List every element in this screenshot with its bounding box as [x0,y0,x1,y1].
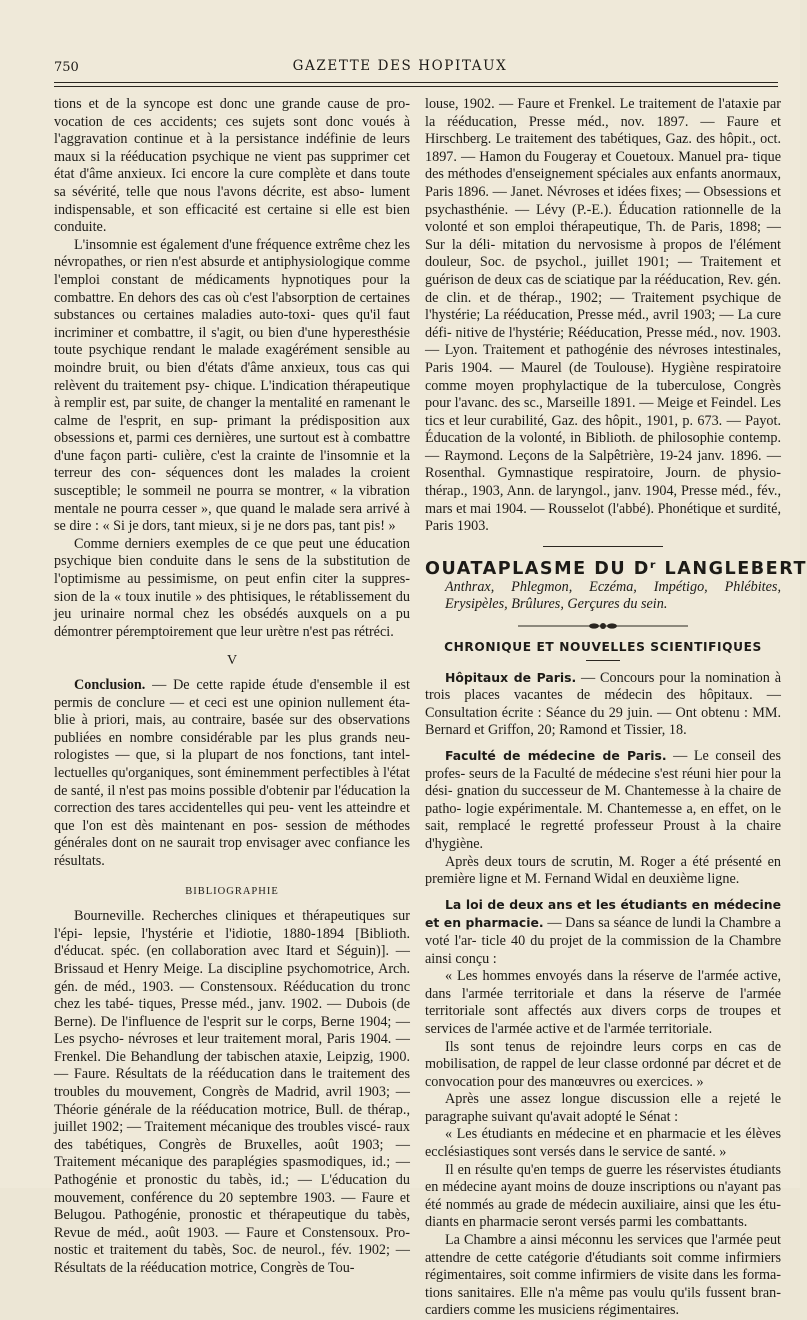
chronicle-rule [586,660,620,661]
left-column [54,96,410,1278]
section-number: V [226,653,238,669]
news-paragraph: Ils sont tenus de rejoindre leurs corps en cas de mobilisation, de rappel de leur classe ordonné par décret et de convocation pour des manœuvres ou exercices. » [425,1038,781,1090]
news-paragraph: « Les hommes envoyés dans la réserve de l'armée active, dans l'armée territoriale et dans la réserve de l'armée territoriale sont affectés aux divers corps de troupes et services de l'armée active et de l'armée territoriale. [425,968,781,1037]
news-paragraph: Il en résulte qu'en temps de guerre les réservistes étudiants en médecine ayant moins de douze inscriptions ou n'ayant pas été nommés au grade de médecin auxiliaire, ainsi que les étu- diants en pharmacie seront versés parmi les combattants. [425,1161,781,1231]
right-column [425,96,807,1320]
news-text: — Dans sa séance de lundi la Chambre a voté l'ar- ticle 40 du projet de la commission de la Chambre ainsi conçu : [425,915,781,967]
conclusion-paragraph [54,677,410,871]
news-heading: La loi de deux ans et les étudiants en médecine et en pharmacie. [425,896,781,931]
ornament-icon [518,622,688,630]
advert-title: OUATAPLASME DU Dʳ LANGLEBERT [425,558,807,579]
journal-title: GAZETTE DES HOPITAUX [292,58,508,74]
header-rule-double [54,86,778,87]
news-item [425,669,781,740]
header-rule [54,82,778,83]
ornament-divider [425,621,781,631]
news-heading: Faculté de médecine de Paris. [445,748,667,763]
news-paragraph: Après une assez longue discussion elle a rejeté le paragraphe suivant qu'avait adopté le Sénat : [425,1091,781,1125]
article-paragraph: L'insomnie est également d'une fréquence extrême chez les névropathes, or rien n'est absurde et antiphysiologique comme l'emploi constant de médicaments hypnotiques pour la combattre. En dehors des cas où c'est l'absorption de certaines substances ou certaines maladies auto-toxi- ques qu'il faut incriminer et combattre, il s'agit, ou bien d'une hyperesthésie toute psychique rendant le malade exagérément sensible au moindre bruit, ou bien d'états d'âme anxieux, tous cas qui relèvent du traitement psy- chique. L'indication thérapeutique à remplir est, par suite, de changer la mentalité en ramenant le calme de l'esprit, en sup- primant la prédisposition aux obsessions et, parmi ces dernières, une surtout est à combattre d'une façon parti- culière, c'est la crainte de l'insomnie et la terreur des con- séquences dont les malades la croient susceptible; le sommeil ne pourra se montrer, « la vibration mentale ne pourra cesser », que quand le malade sera arrivé à se dire : « Si je dors, tant mieux, si je ne dors pas, tant pis! » [54,236,410,535]
news-text: — Concours pour la nomination à trois places vacantes de médecin des hôpitaux. — Consultation écrite : Séance du 29 juin. — Ont obtenu : MM. Bernard et Griffon, 20; Ramond et Tissier, 18. [425,669,781,739]
page-number: 750 [54,60,79,75]
bibliography-continued: louse, 1902. — Faure et Frenkel. Le traitement de l'ataxie par la rééducation, Presse méd., nov. 1897. — Faure et Hirschberg. Le traitement des tabétiques, Gaz. des hôpit., oct. 1897. — Hamon du Fougeray et Couetoux. Manuel pra- tique des méthodes d'enseignement spéciales aux enfants anormaux, Paris 1896. — Janet. Névroses et idées fixes; — Obsessions et psychasthénie. — Lévy (P.-E.). Éducation rationnelle de la volonté et son emploi thérapeutique, Th. de Paris, 1898; — Sur la déli- mitation du nervosisme à propos de l'élément douleur, Soc. de psychol., juillet 1901; — Traitement et guérison de deux cas de sciatique par la rééducation, Rev. gén. de clin. et de thérap., 1902; — Traitement psychique de l'hystérie; La rééducation, Presse méd., avril 1903; — La cure défi- nitive de l'hystérie; Rééducation, Presse méd., nov. 1903. — Lyon. Traitement et pathogénie des névroses intestinales, Paris 1904. — Maurel (de Toulouse). Hygiène respiratoire comme moyen prophylactique de la tuberculose, Congrès pour l'avanc. des sc., Marseille 1891. — Meige et Feindel. Les tics et leur curabilité, Gaz. des hôpit., 1901, p. 673. — Payot. Éducation de la volonté, in Biblioth. de philosophie contemp. — Raymond. Leçons de la Salpêtrière, 19-24 janv. 1896. — Rosenthal. Gymnastique respiratoire, Journ. de physio- thérap., 1903, Ann. de laryngol., janv. 1904, Presse méd., fév., mars et mai 1904. — Rousselot (l'abbé). Phonétique et surdité, Paris 1903. [425,96,781,535]
news-paragraph: « Les étudiants en médecine et en pharmacie et les élèves ecclésiastiques sont versés dans le service de santé. » [425,1126,781,1161]
news-item [425,747,781,854]
bibliography-text: Bourneville. Recherches cliniques et thérapeutiques sur l'épi- lepsie, l'hystérie et l'idiotie, 1880-1894 [Biblioth. d'éducat. spéc. (en collaboration avec Itard et Séguin)]. — Brissaud et Henry Meige. La discipline psychomotrice, Arch. gén. de méd., 1903. — Constensoux. Rééducation du tronc chez les tabé- tiques, Presse méd., janv. 1902. — Dubois (de Berne). De l'influence de l'esprit sur le corps, Berne 1904; — Les psycho- névroses et leur traitement moral, Paris 1904. — Frenkel. Die Behandlung der tabischen ataxie, Leipzig, 1900. — Faure. Résultats de la rééducation dans le traitement des troubles du mouvement, Congrès de Madrid, avril 1903; — Théorie générale de la rééducation motrice, Bull. de thérap., juillet 1902; — Traitement mécanique des troubles viscé- raux des tabétiques, Congrès de Bruxelles, août 1903; — Traitement mécanique des paraplégies spasmodiques, id.; — Pathogénie et pronostic du tabès, id.; — L'éducation du mouvement, conférence du 20 septembre 1903. — Faure et Belugou. Pathogénie, pronostic et thérapeutique du tabès, Revue de méd., août 1903. — Faure et Constensoux. Pro- nostic et traitement du tabès, Soc. de neurol., fév. 1902; — Résultats de la rééducation motrice, Congrès de Tou- [54,908,410,1276]
news-paragraph: Après deux tours de scrutin, M. Roger a été présenté en première ligne et M. Fernand Widal en deuxième ligne. [425,853,781,888]
conclusion-label: Conclusion. [74,677,146,693]
article-paragraph: Comme derniers exemples de ce que peut une éducation psychique bien conduite dans le sens de la substitution de l'optimisme au pessimisme, on peut enfin citer la suppres- sion de la « toux inutile » des phtisiques, le rétablissement du jeu urinaire normal chez les obsédés auxquels on a pu démontrer péremptoirement que leur urètre n'est pas rétréci. [54,535,410,640]
separator-rule [543,546,663,547]
chronicle-title: CHRONIQUE ET NOUVELLES SCIENTIFIQUES [444,640,762,655]
bibliography-heading: BIBLIOGRAPHIE [185,885,279,897]
news-paragraph: La Chambre a ainsi méconnu les services que l'armée peut attendre de cette catégorie d'étudiants soit comme infirmiers régimentaires, soit comme infirmiers de visite dans les forma- tions sanitaires. Elle n'a même pas voulu qu'ils fussent bran- cardiers comme les musiciens régimentaires. [425,1232,781,1319]
conclusion-text: — De cette rapide étude d'ensemble il est permis de conclure — et ceci est une opinion nullement éta- blie à priori, mais, au contraire, basée sur des observations publiées en nombre considérable par les plus grands neu- rologistes — que, si la plupart de nos fonctions, tant intel- lectuelles qu'organiques, sont éminemment perfectibles à l'état de santé, il n'est pas moins possible d'obtenir par l'éducation la correction des tares accidentelles qui peu- vent les atteindre et que l'on est dès maintenant en pos- session de méthodes générales dont on ne saurait trop envisager avec confiance les résultats. [54,677,410,869]
advert-subtitle: Anthrax, Phlegmon, Eczéma, Impétigo, Phlébites, Erysipèles, Brûlures, Gerçures du sein. [445,578,781,613]
article-paragraph: tions et de la syncope est donc une grande cause de pro- vocation de ces accidents; ces sujets sont donc voués à l'aggravation continue et à la persistance indéfinie de leurs maux si la rééducation psychique ne vient pas supprimer cet état d'âme anxieux. Ici encore la cure complète et dans toute sa sévérité, telle que nous l'avons décrite, est abso- lument indispensable, et son efficacité est certaine si elle est bien conduite. [54,96,410,236]
news-heading: Hôpitaux de Paris. [445,669,577,685]
news-text: — Le conseil des profes- seurs de la Faculté de médecine s'est réuni hier pour la dési- gnation du successeur de M. Chantemesse à la chaire de patho- logie expérimentale. M. Chantemesse a, en effet, on le sait, remplacé le regretté professeur Proust à la chaire d'hygiène. [425,748,781,852]
news-item [425,896,781,968]
